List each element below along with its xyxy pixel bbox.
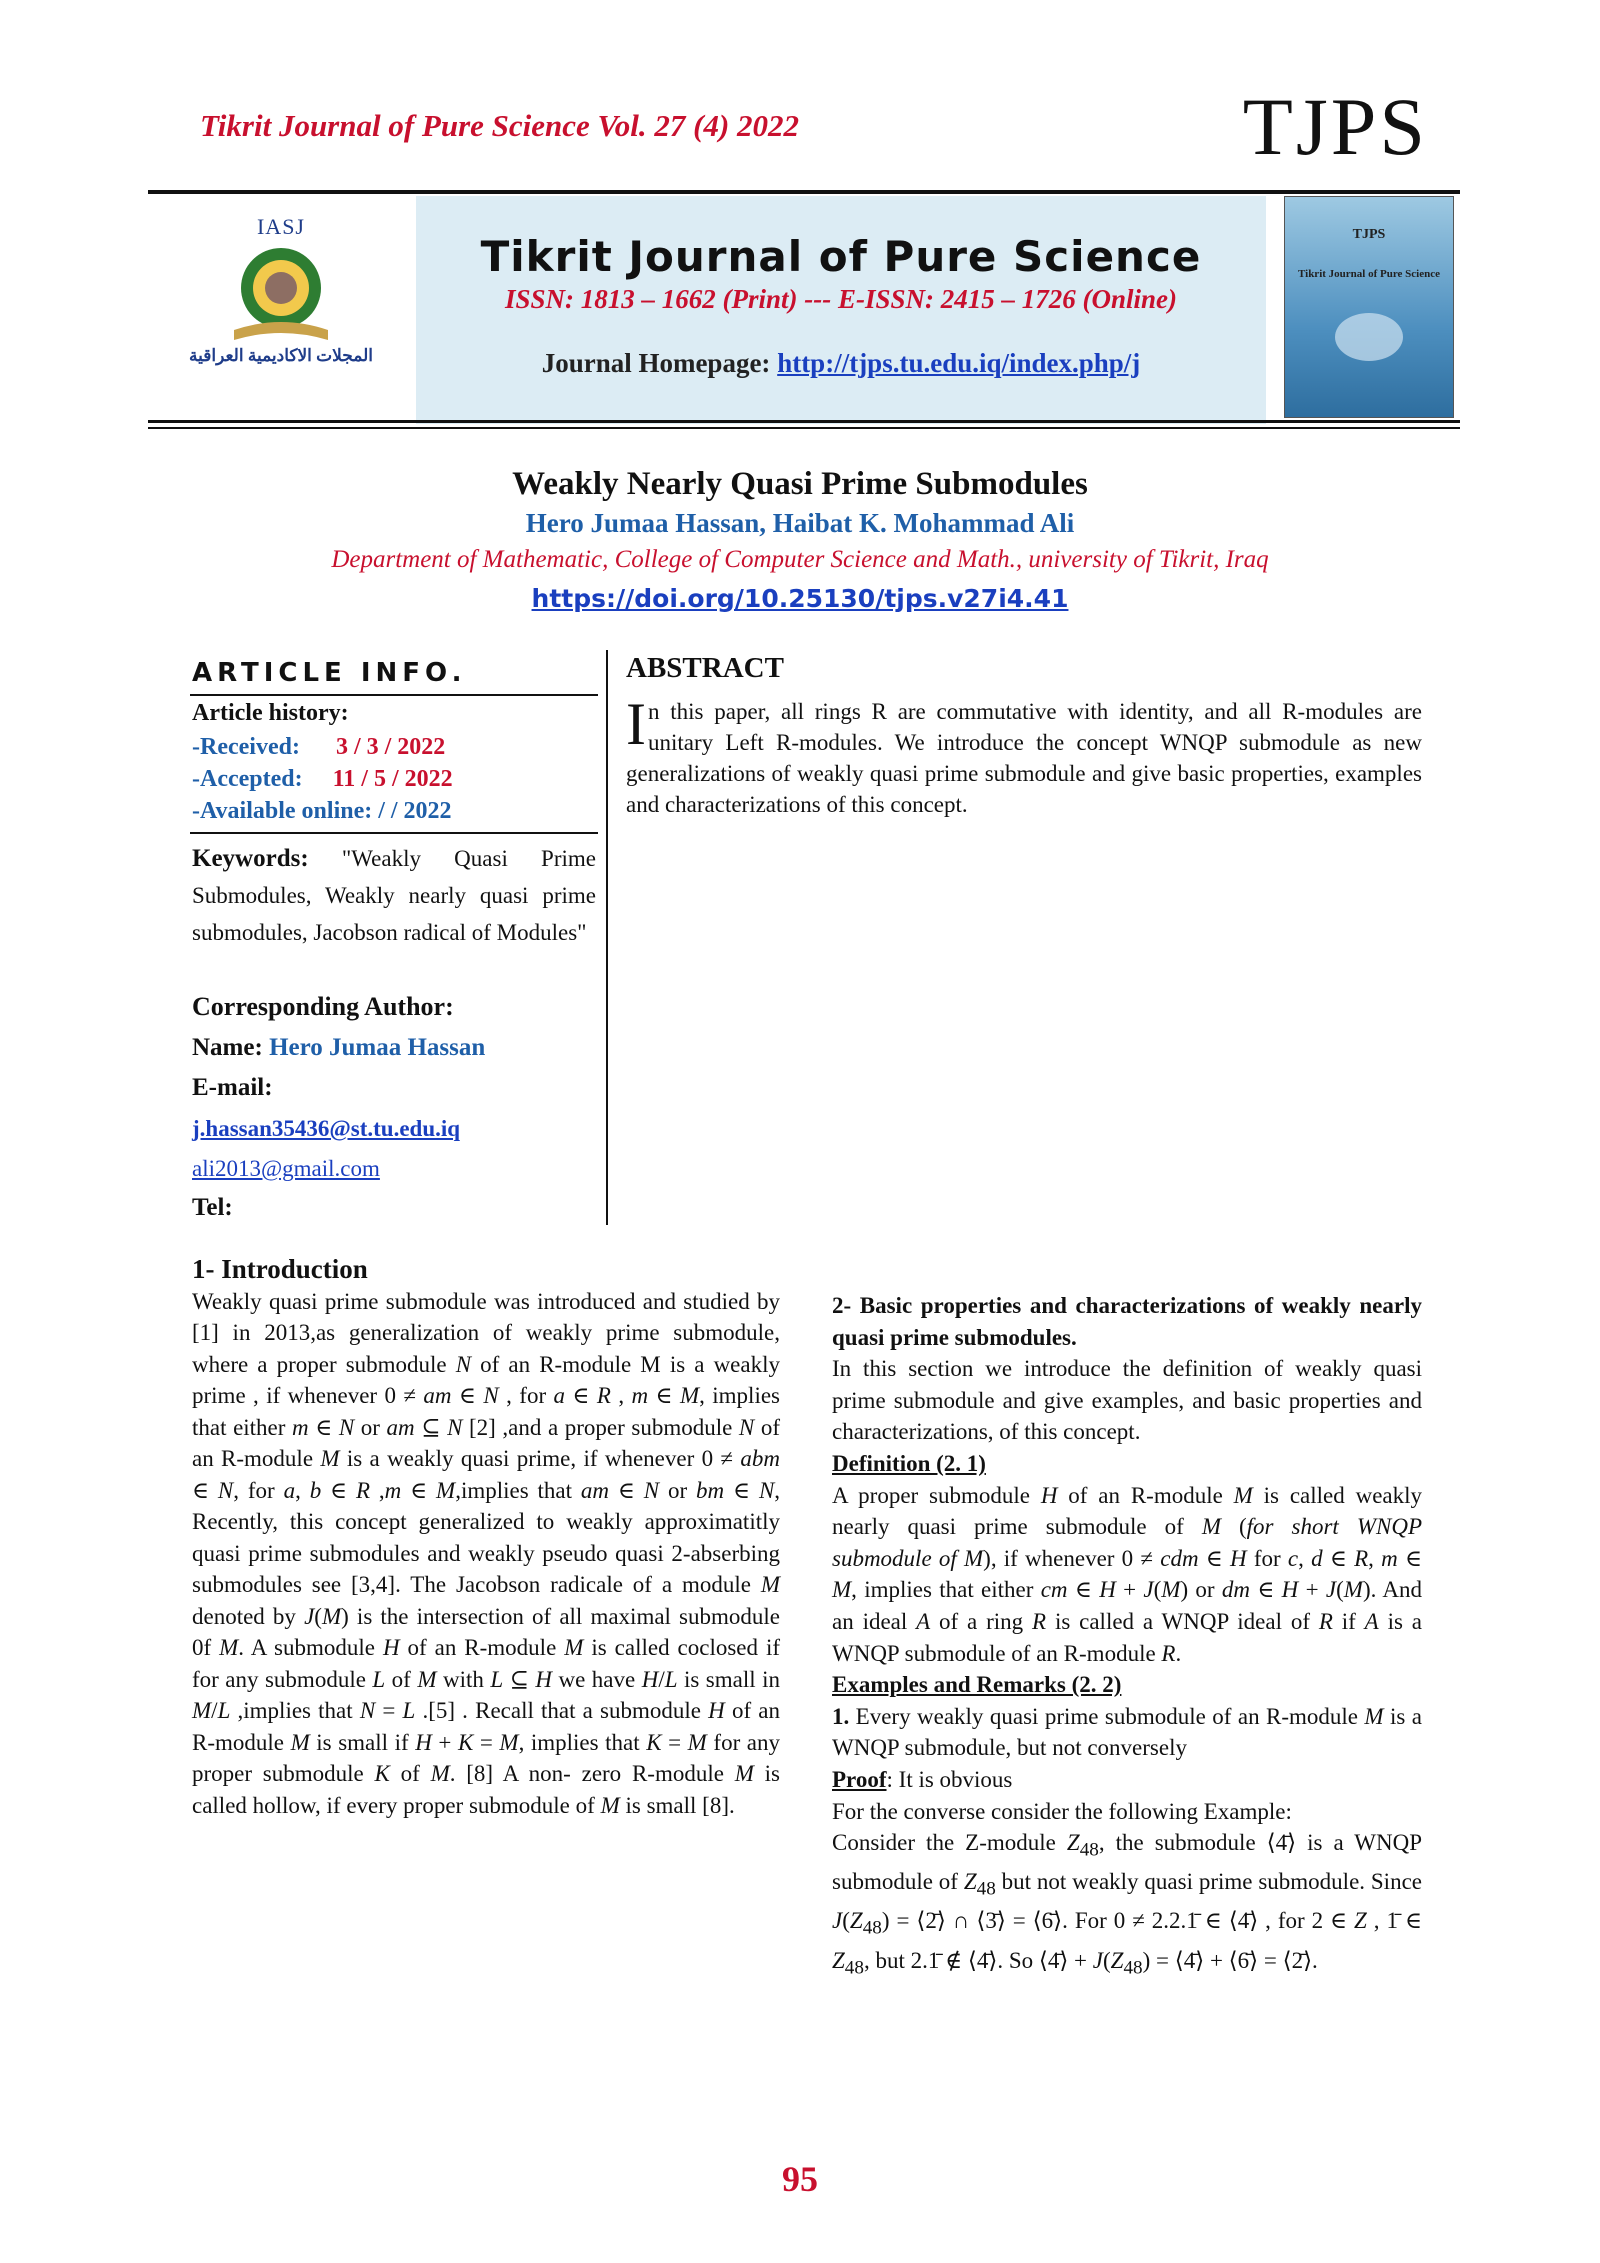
remark-1: 1. Every weakly quasi prime submodule of an R-module M is a WNQP submodule, but not conversely (832, 1703, 1422, 1761)
header-rule (148, 190, 1460, 194)
journal-banner (148, 196, 1460, 424)
section-2-heading: 2- Basic properties and characterizations of weakly nearly quasi prime submodules. (832, 1293, 1422, 1350)
article-info-heading: ARTICLE INFO. (192, 658, 467, 688)
page-number: 95 (782, 2159, 818, 2199)
iasj-logo (148, 196, 414, 424)
keywords-label: Keywords: (192, 845, 309, 872)
definition-text: A proper submodule H of an R-module M is called weakly nearly quasi prime submodule of M (for short WNQP submodule of M), if whenever 0 ≠ cdm ∈ H for c, d ∈ R, m ∈ M, implies that either cm ∈ H + J(M) or dm ∈ H + J(M). And an ideal A of a ring R is called a WNQP ideal of R if A is a WNQP submodule of an R-module R. (832, 1482, 1423, 1666)
author-name-line (192, 1034, 485, 1062)
cover-subtitle: Tikrit Journal of Pure Science (1298, 268, 1440, 280)
accepted-date: 11 / 5 / 2022 (332, 766, 453, 792)
paper-affiliation: Department of Mathematic, College of Computer Science and Math., university of Tikrit, Iraq (331, 546, 1269, 573)
section-2-intro: In this section we introduce the definition of weakly quasi prime submodule and give examples, and basic properties and characterizations, of this concept. (832, 1356, 1422, 1445)
received-label: -Received: (192, 734, 300, 760)
introduction-text: Weakly quasi prime submodule was introduced and studied by [1] in 2013,as generalization of weakly prime submodule, where a proper submodule N of an R-module M is a weakly prime , if whenever 0 ≠ am ∈ N , for a ∈ R , m ∈ M, implies that either m ∈ N or am ⊆ N [2] ,and a proper submodule N of an R-module M is a weakly quasi prime, if whenever 0 ≠ abm ∈ N, for a, b ∈ R ,m ∈ M,implies that am ∈ N or bm ∈ N, Recently, this concept generalized to weakly approximatitly quasi prime submodules and weakly pseudo quasi 2-abserbing submodules see [3,4]. The Jacobson radicale of a module M denoted by J(M) is the intersection of all maximal submodule 0f M. A submodule H of an R-module M is called coclosed if for any submodule L of M with L ⊆ H we have H/L is small in M/L ,implies that N = L .[5] . Recall that a submodule H of an R-module M is small if H + K = M, implies that K = M for any proper submodule K of M. [8] A non- zero R-module M is called hollow, if every proper submodule of M is small [8]. (192, 1288, 781, 1818)
keywords (192, 840, 596, 951)
abstract-body: n this paper, all rings R are commutative with identity, and all R-modules are unitary Left R-modules. We introduce the concept WNQP submodule as new generalizations of weakly quasi prime submodule and give basic properties, examples and characterizations of this concept. (626, 699, 1422, 817)
homepage-label: Journal Homepage: (541, 348, 778, 378)
received-date: 3 / 3 / 2022 (335, 734, 446, 760)
email-link-2[interactable]: ali2013@gmail.com (192, 1156, 380, 1181)
available-line: -Available online: / / 2022 (192, 798, 452, 824)
cover-image (1284, 196, 1454, 418)
converse-text: For the converse consider the following Example: (832, 1798, 1292, 1824)
tjps-logo-text: TJPS (1242, 81, 1428, 172)
cover-title: TJPS (1352, 227, 1386, 242)
drop-cap: I (626, 691, 646, 757)
issn-line: ISSN: 1813 – 1662 (Print) --- E-ISSN: 2415 – 1726 (Online) (504, 284, 1178, 314)
history-label: Article history: (192, 700, 349, 726)
cover-emblem-icon (1329, 307, 1409, 367)
accepted-line (192, 766, 453, 793)
paper-title: Weakly Nearly Quasi Prime Submodules (512, 466, 1088, 502)
emblem-icon (226, 244, 336, 344)
introduction-heading: 1- Introduction (192, 1254, 368, 1284)
examples-heading: Examples and Remarks (2. 2) (832, 1672, 1122, 1698)
accepted-label: -Accepted: (192, 766, 303, 792)
doi-link[interactable]: https://doi.org/10.25130/tjps.v27i4.41 (531, 584, 1069, 613)
homepage-link[interactable]: http://tjps.tu.edu.iq/index.php/j (777, 348, 1141, 378)
banner-center (416, 196, 1266, 424)
email-link-1[interactable]: j.hassan35436@st.tu.edu.iq (192, 1116, 461, 1141)
banner-rule-2 (148, 427, 1460, 429)
section-2 (832, 1290, 1422, 1984)
introduction-section (192, 1254, 780, 1821)
received-line (192, 734, 445, 761)
banner-rule (148, 420, 1460, 423)
email-label: E-mail: (192, 1074, 273, 1101)
abstract-text (626, 691, 1422, 820)
corresponding-author-label: Corresponding Author: (192, 992, 454, 1021)
iasj-label: IASJ (256, 214, 305, 239)
abstract-heading: ABSTRACT (626, 652, 784, 684)
article-info-rule (190, 694, 598, 696)
keywords-text: "Weakly Quasi Prime Submodules, Weakly nearly quasi prime submodules, Jacobson radical of Modules" (192, 846, 596, 945)
running-title: Tikrit Journal of Pure Science Vol. 27 (4) 2022 (200, 108, 800, 143)
arabic-label: المجلات الاكاديمية العراقية (189, 346, 373, 365)
article-info-rule-2 (190, 832, 598, 834)
proof-line: Proof: It is obvious (832, 1766, 1013, 1792)
definition-heading: Definition (2. 1) (832, 1450, 986, 1476)
tel-label: Tel: (192, 1194, 233, 1221)
name-label: Name: (192, 1034, 270, 1061)
column-divider (606, 650, 608, 1225)
paper-authors: Hero Jumaa Hassan, Haibat K. Mohammad Ali (525, 508, 1075, 538)
journal-cover (1278, 196, 1460, 424)
example-text: Consider the Z-module $Z_{48}$, the submodule ⟨4̄⟩ is a WNQP submodule of $Z_{48}$ but not weakly quasi prime submodule. Since $J(Z_{48})$ = ⟨2̄⟩ ∩ ⟨3̄⟩ = ⟨6̄⟩. For 0 ≠ 2.2.1̄ ∈ ⟨4̄⟩ , for 2 ∈ Z , 1̄ ∈ $Z_{48}$, but 2.1̄ ∉ ⟨4̄⟩. So ⟨4̄⟩ + $J(Z_{48})$ = ⟨4̄⟩ + ⟨6̄⟩ = ⟨2̄⟩. (832, 1830, 1422, 1979)
homepage-line (416, 348, 1266, 379)
journal-name: Tikrit Journal of Pure Science (480, 232, 1202, 281)
author-name: Hero Jumaa Hassan (269, 1034, 486, 1061)
